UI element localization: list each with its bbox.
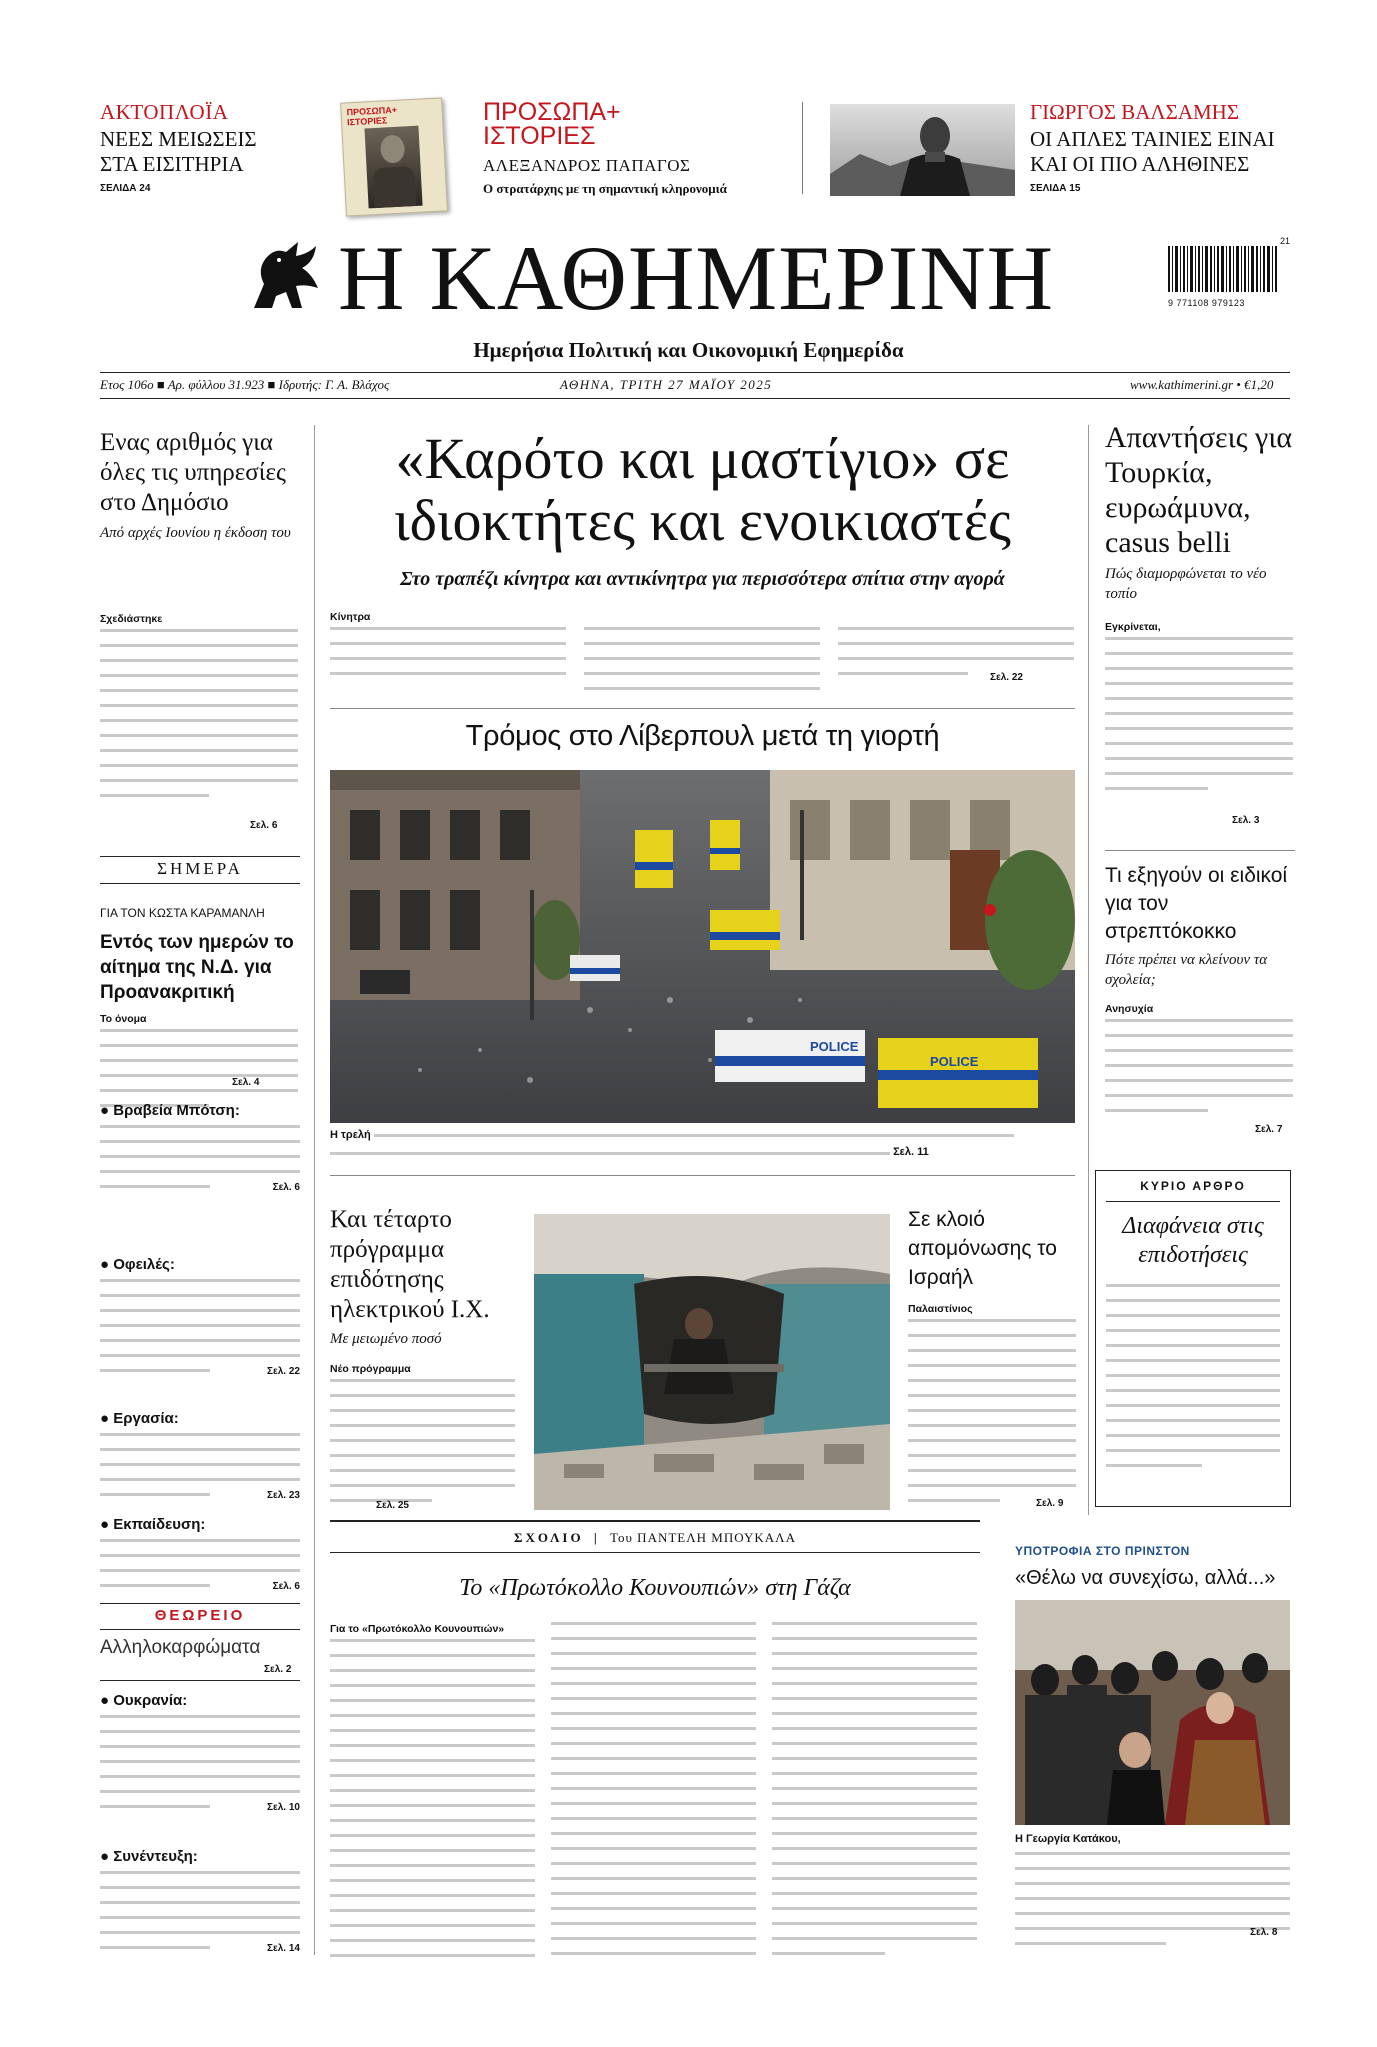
scholio-separator: | (593, 1530, 600, 1545)
main-first: Κίνητρα (330, 611, 371, 623)
israel-sel: Σελ. 9 (1036, 1498, 1064, 1509)
ev-body (330, 1362, 515, 1514)
main-headline[interactable] (330, 428, 1075, 552)
theoreio-sel: Σελ. 2 (264, 1664, 292, 1675)
teaser-right-line2: ΚΑΙ ΟΙ ΠΙΟ ΑΛΗΘΙΝΕΣ (1030, 152, 1250, 176)
brief-ekpaideusi-title: ● Εκπαίδευση: (100, 1516, 206, 1533)
scholarship-kicker: ΥΠΟΤΡΟΦΙΑ ΣΤΟ ΠΡΙΝΣΤΟΝ (1015, 1544, 1190, 1558)
gaza-photo (534, 1214, 890, 1510)
scholio-title[interactable]: Το «Πρωτόκολλο Κουνουπιών» στη Γάζα (459, 1575, 851, 1601)
scholio-label: ΣΧΟΛΙΟ (514, 1530, 584, 1545)
griffin-logo (246, 238, 326, 312)
main-body-col2 (584, 627, 820, 702)
teaser-center[interactable] (483, 100, 743, 197)
right-top-first: Εγκρίνεται, (1105, 621, 1161, 633)
brief-ofeiles[interactable] (100, 1256, 300, 1377)
scholio-rule-2 (330, 1552, 980, 1553)
teaser-left[interactable] (100, 100, 300, 194)
brief-ergasia[interactable] (100, 1410, 300, 1501)
brief-synenteuxi-title: ● Συνέντευξη: (100, 1848, 198, 1865)
teaser-left-line1: ΝΕΕΣ ΜΕΙΩΣΕΙΣ (100, 127, 257, 151)
magazine-cover-title: ΠΡΟΣΩΠΑ+ ΙΣΤΟΡΙΕΣ (346, 104, 398, 128)
main-headline-line1: «Καρότο και μαστίγιο» σε (395, 426, 1010, 491)
theoreio-label: ΘΕΩΡΕΙΟ (154, 1607, 246, 1624)
masthead-meta-right: www.kathimerini.gr • €1,20 (1130, 377, 1274, 392)
strep-title: Τι εξηγούν οι ειδικοί για τον στρεπτόκοκκο (1105, 864, 1288, 943)
brief-ekpaideusi[interactable] (100, 1516, 300, 1592)
masthead-meta-left: Ετος 106ο ■ Αρ. φύλλου 31.923 ■ Ιδρυτής: Γ. Α. Βλάχος (100, 377, 390, 392)
ev-story[interactable] (330, 1205, 515, 1348)
main-body-col1 (330, 610, 566, 687)
right-top-body (1105, 620, 1293, 802)
column-rule-left (314, 425, 315, 1955)
barcode (1168, 246, 1290, 300)
scholio-body-col3 (772, 1622, 977, 1967)
right-top-title: Απαντήσεις για Τουρκία, ευρωάμυνα, casus belli (1105, 421, 1293, 559)
teaser-right-page: ΣΕΛΙΔΑ 15 (1030, 183, 1081, 194)
today-rule-1 (100, 856, 300, 857)
scholio-author: Του ΠΑΝΤΕΛΗ ΜΠΟΥΚΑΛΑ (609, 1530, 796, 1545)
teaser-divider (802, 102, 803, 194)
teaser-left-kicker: ΑΚΤΟΠΛΟΪΑ (100, 100, 229, 124)
right-top-sub: Πώς διαμορφώνεται το νέο τοπίο (1105, 566, 1267, 602)
scholio-header (330, 1530, 980, 1546)
liverpool-headline[interactable]: Τρόμος στο Λίβερπουλ μετά τη γιορτή (465, 720, 940, 752)
left-lead-body (100, 612, 298, 809)
israel-title: Σε κλοιό απομόνωσης το Ισραήλ (908, 1208, 1057, 1289)
scholio-body-col2 (551, 1622, 756, 1967)
liverpool-caption (330, 1128, 1075, 1159)
left-lead-sel: Σελ. 6 (250, 820, 278, 831)
brief-botsi-title: ● Βραβεία Μπότση: (100, 1102, 240, 1119)
teaser-right[interactable] (1030, 100, 1290, 194)
masthead-rule-top (100, 372, 1290, 373)
barcode-number: 9 771108 979123 (1168, 298, 1245, 308)
scholarship-title[interactable]: «Θέλω να συνεχίσω, αλλά...» (1015, 1567, 1276, 1589)
strep-sel: Σελ. 7 (1255, 1124, 1283, 1135)
brief-synenteuxi-sel: Σελ. 14 (267, 1942, 300, 1954)
teaser-right-line1: ΟΙ ΑΠΛΕΣ ΤΑΙΝΙΕΣ ΕΙΝΑΙ (1030, 127, 1275, 151)
actor-photo (830, 104, 1015, 196)
editorial-box[interactable] (1095, 1170, 1291, 1507)
barcode-issue: 21 (1280, 236, 1291, 246)
today-kicker: ΓΙΑ ΤΟΝ ΚΩΣΤΑ ΚΑΡΑΜΑΝΛΗ (100, 906, 265, 920)
teaser-left-line2: ΣΤΑ ΕΙΣΙΤΗΡΙΑ (100, 152, 244, 176)
israel-story[interactable] (908, 1205, 1076, 1292)
magazine-portrait (364, 126, 422, 209)
brief-ofeiles-sel: Σελ. 22 (267, 1365, 300, 1377)
ev-sel: Σελ. 25 (376, 1500, 409, 1511)
brief-ofeiles-title: ● Οφειλές: (100, 1256, 175, 1273)
left-lead-story[interactable] (100, 428, 300, 543)
today-title[interactable]: Εντός των ημερών το αίτημα της Ν.Δ. για Προανακριτική (100, 932, 294, 1003)
scholarship-caption (1015, 1832, 1290, 1957)
masthead-meta-center: ΑΘΗΝΑ, ΤΡΙΤΗ 27 ΜΑΪΟΥ 2025 (560, 377, 773, 392)
brief-ekpaideusi-sel: Σελ. 6 (272, 1580, 300, 1592)
scholio-body-col1 (330, 1622, 535, 1969)
left-lead-first: Σχεδιάστηκε (100, 613, 163, 625)
today-sel: Σελ. 4 (232, 1077, 260, 1088)
right-top-sel: Σελ. 3 (1232, 815, 1260, 826)
editorial-title: Διαφάνεια στις επιδοτήσεις (1122, 1213, 1264, 1268)
theoreio-title[interactable]: Αλληλοκαρφώματα (100, 1637, 261, 1658)
liverpool-rule (330, 708, 1075, 709)
magazine-cover[interactable] (340, 97, 448, 216)
liverpool-photo (330, 770, 1075, 1123)
scholarship-lead: Η Γεωργία Κατάκου, (1015, 1833, 1121, 1845)
strep-rule (1105, 850, 1295, 851)
scholio-first: Για το «Πρωτόκολλο Κουνουπιών» (330, 1623, 505, 1635)
strep-sub: Πότε πρέπει να κλείνουν τα σχολεία; (1105, 952, 1268, 988)
column-rule-right (1088, 425, 1089, 1515)
teaser-center-sub: Ο στρατάρχης με τη σημαντική κληρονομιά (483, 181, 727, 196)
today-rule-2 (100, 883, 300, 884)
teaser-center-kicker: ΠΡΟΣΩΠΑ+ (483, 98, 621, 126)
left-lead-sub: Από αρχές Ιουνίου η έκδοση του (100, 525, 291, 541)
teaser-right-kicker: ΓΙΩΡΓΟΣ ΒΑΛΣΑΜΗΣ (1030, 100, 1240, 124)
ev-title: Και τέταρτο πρόγραμμα επιδότησης ηλεκτρικού Ι.Χ. (330, 1206, 490, 1323)
today-first: Το όνομα (100, 1013, 147, 1025)
masthead-rule-bottom (100, 398, 1290, 399)
scholio-rule-1 (330, 1520, 980, 1522)
editorial-label: ΚΥΡΙΟ ΑΡΘΡΟ (1140, 1179, 1246, 1193)
liverpool-caption-lead: Η τρελή (330, 1129, 371, 1141)
main-body-col3 (838, 627, 1074, 687)
mid-rule (330, 1175, 1075, 1176)
theoreio-rule-2 (100, 1629, 300, 1630)
brief-oukrania-title: ● Ουκρανία: (100, 1692, 188, 1709)
teaser-center-kicker2: ΙΣΤΟΡΙΕΣ (483, 122, 596, 150)
left-lead-title: Ενας αριθμός για όλες τις υπηρεσίες στο Δημόσιο (100, 429, 286, 516)
brief-oukrania[interactable] (100, 1692, 300, 1813)
israel-body (908, 1302, 1076, 1514)
scholarship-photo (1015, 1600, 1290, 1825)
theoreio-rule-3 (100, 1680, 300, 1681)
main-headline-line2: ιδιοκτήτες και ενοικιαστές (393, 488, 1012, 553)
strep-story[interactable] (1105, 862, 1295, 990)
main-sel: Σελ. 22 (990, 672, 1023, 683)
today-label: ΣΗΜΕΡΑ (157, 859, 243, 878)
liverpool-van2-police: POLICE (930, 1054, 979, 1069)
masthead-subtitle: Ημερήσια Πολιτική και Οικονομική Εφημερίδα (473, 338, 904, 362)
teaser-left-page: ΣΕΛΙΔΑ 24 (100, 183, 151, 194)
liverpool-van1-police: POLICE (810, 1039, 859, 1054)
brief-ergasia-sel: Σελ. 23 (267, 1489, 300, 1501)
brief-oukrania-sel: Σελ. 10 (267, 1801, 300, 1813)
israel-first: Παλαιστίνιος (908, 1303, 973, 1315)
masthead-title: Η ΚΑΘΗΜΕΡΙΝΗ (338, 227, 1055, 329)
right-top-story[interactable] (1105, 420, 1295, 604)
ev-sub: Με μειωμένο ποσό (330, 1331, 442, 1347)
strep-body (1105, 1002, 1293, 1124)
strep-first: Ανησυχία (1105, 1003, 1154, 1015)
brief-botsi-sel: Σελ. 6 (272, 1181, 300, 1193)
teaser-center-name: ΑΛΕΞΑΝΔΡΟΣ ΠΑΠΑΓΟΣ (483, 156, 691, 175)
liverpool-caption-sel: Σελ. 11 (893, 1146, 929, 1159)
scholarship-sel: Σελ. 8 (1250, 1927, 1278, 1938)
brief-synenteuxi[interactable] (100, 1848, 300, 1954)
theoreio-rule-1 (100, 1603, 300, 1604)
brief-ergasia-title: ● Εργασία: (100, 1410, 179, 1427)
brief-botsi[interactable] (100, 1102, 300, 1193)
ev-first: Νέο πρόγραμμα (330, 1363, 411, 1375)
main-deck: Στο τραπέζι κίνητρα και αντικίνητρα για περισσότερα σπίτια στην αγορά (400, 568, 1005, 590)
